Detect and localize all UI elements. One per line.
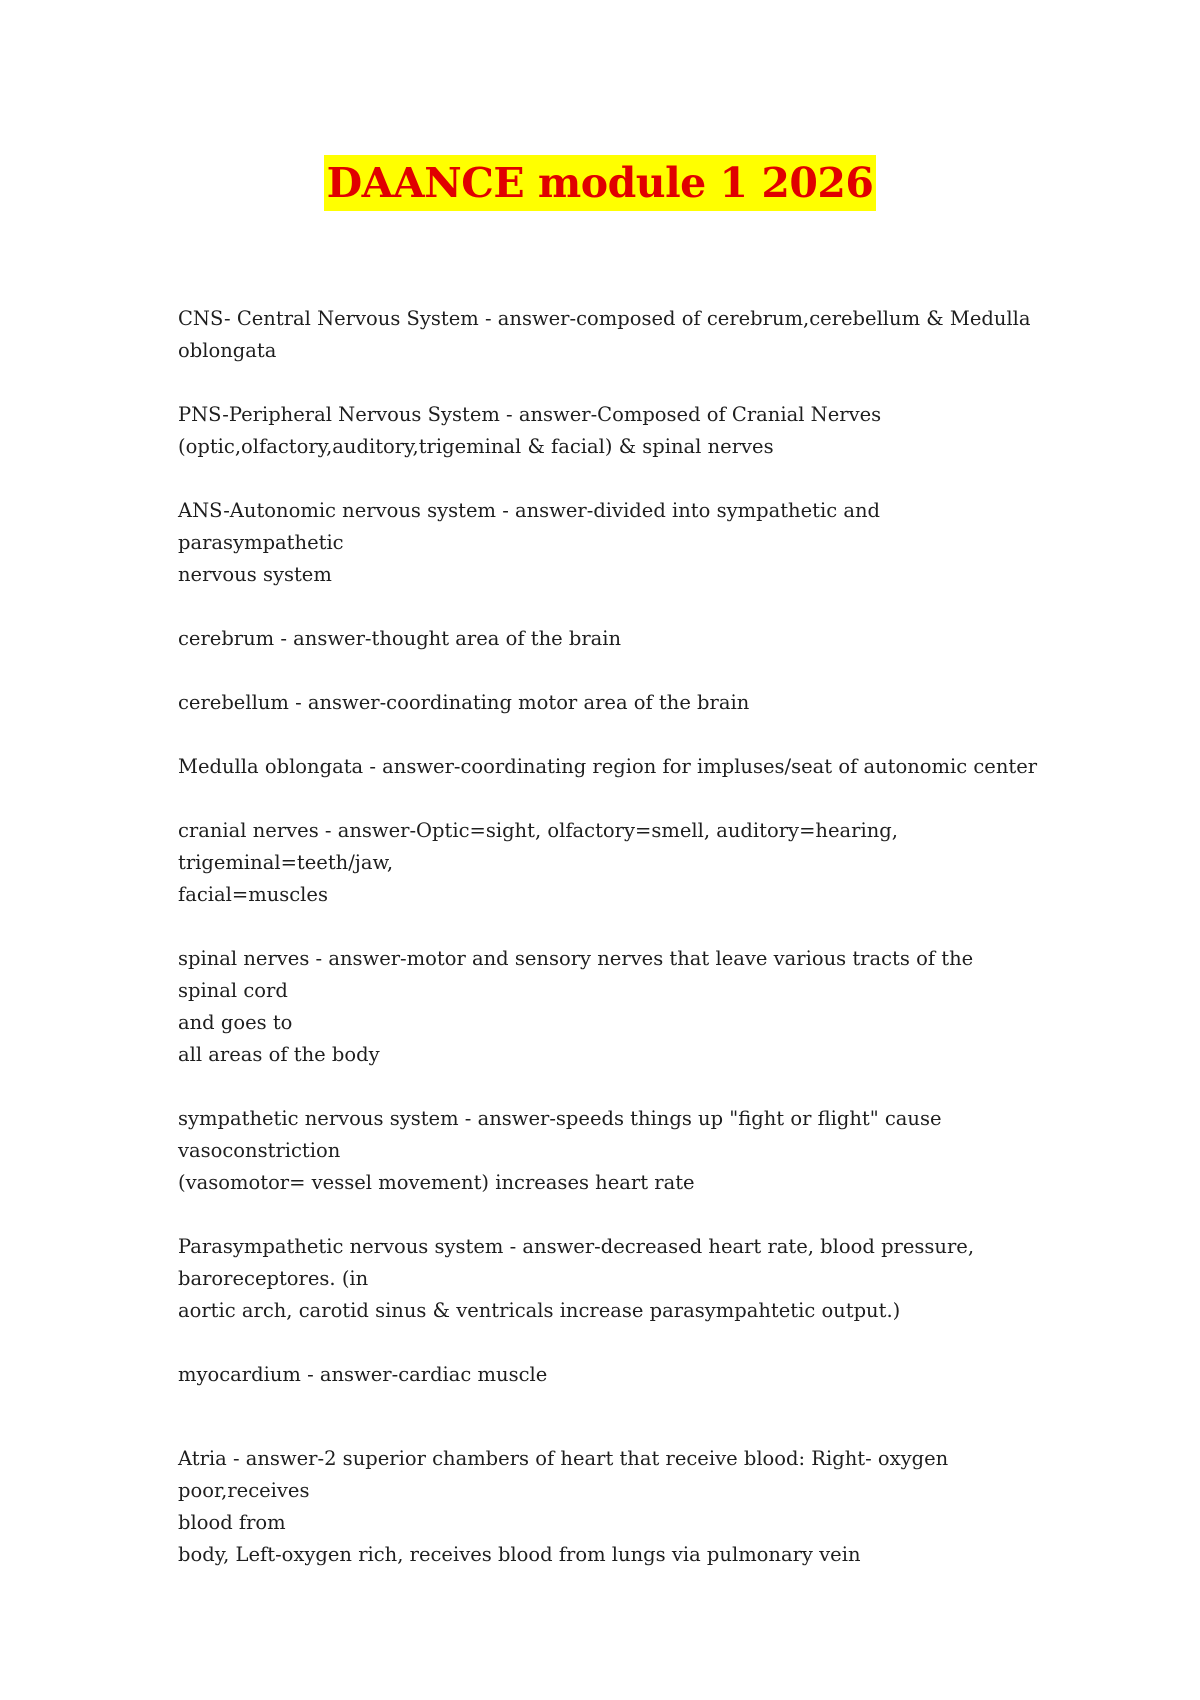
flashcard-entry-ans: ANS-Autonomic nervous system - answer-divided into sympathetic and parasympathetic nervous system	[178, 499, 880, 586]
flashcard-entry-medulla: Medulla oblongata - answer-coordinating region for impluses/seat of autonomic center	[178, 755, 1038, 778]
flashcard-list	[178, 303, 1038, 1603]
flashcard-entry-spinal-nerves: spinal nerves - answer-motor and sensory nerves that leave various tracts of the spinal cord and goes to all areas of the body	[178, 947, 974, 1066]
flashcard-entry-atria: Atria - answer-2 superior chambers of heart that receive blood: Right- oxygen poor,receives blood from body, Left-oxygen rich, receives blood from lungs via pulmonary vein	[178, 1447, 949, 1566]
flashcard-entry-cerebrum: cerebrum - answer-thought area of the brain	[178, 627, 622, 650]
flashcard-entry-parasympathetic: Parasympathetic nervous system - answer-decreased heart rate, blood pressure, baroreceptores. (in aortic arch, carotid sinus & ventricals increase parasympahtetic output.)	[178, 1235, 975, 1322]
flashcard-entry-cns: CNS- Central Nervous System - answer-composed of cerebrum,cerebellum & Medulla oblongata	[178, 307, 1031, 362]
flashcard-entry-sympathetic: sympathetic nervous system - answer-speeds things up "fight or flight" cause vasoconstriction (vasomotor= vessel movement) increases heart rate	[178, 1107, 942, 1194]
flashcard-entry-cranial-nerves: cranial nerves - answer-Optic=sight, olfactory=smell, auditory=hearing, trigeminal=teeth/jaw, facial=muscles	[178, 819, 898, 906]
flashcard-entry-pns: PNS-Peripheral Nervous System - answer-Composed of Cranial Nerves (optic,olfactory,auditory,trigeminal & facial) & spinal nerves	[178, 403, 882, 458]
flashcard-entry-myocardium: myocardium - answer-cardiac muscle	[178, 1363, 548, 1386]
document-title: DAANCE module 1 2026	[324, 155, 877, 211]
title-container	[0, 155, 1200, 211]
flashcard-entry-cerebellum: cerebellum - answer-coordinating motor area of the brain	[178, 691, 750, 714]
